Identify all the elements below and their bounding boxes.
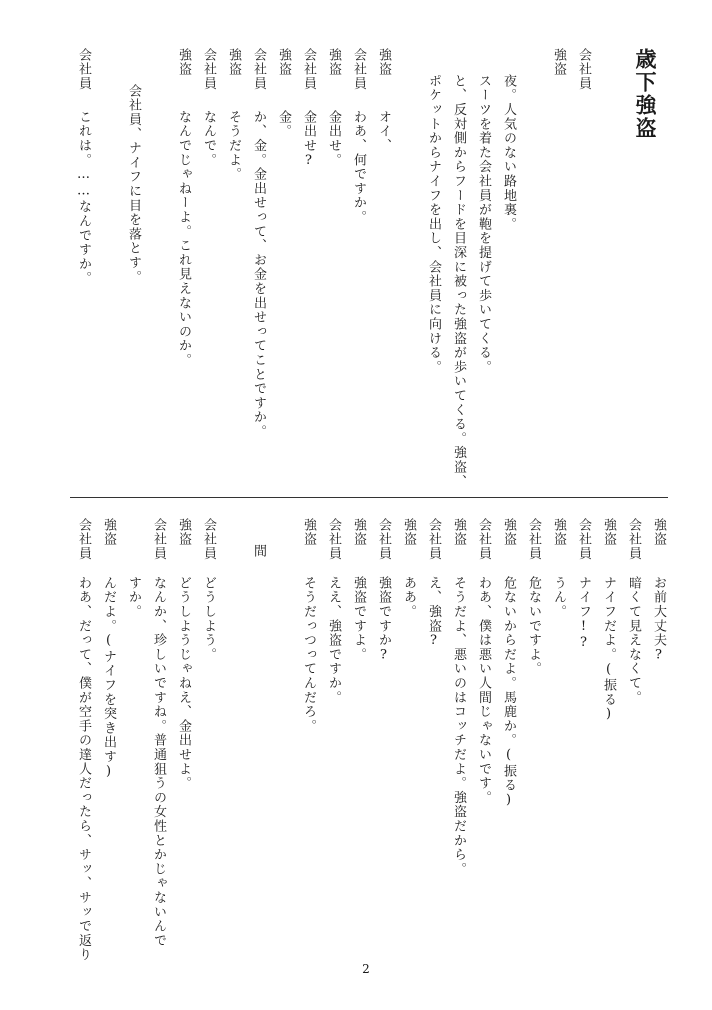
- speaker-name: 強盗: [376, 48, 391, 77]
- dialogue-line: んだよ。(ナイフを突き出す): [101, 576, 116, 781]
- speaker-name: 会社員: [201, 518, 216, 561]
- stage-direction: と、反対側からフードを目深に被った強盗が歩いてくる。強盗、: [451, 74, 466, 489]
- speaker-name: 会社員: [426, 518, 441, 561]
- dialogue-line: 金出せ?: [301, 110, 316, 170]
- speaker-name: 強盗: [176, 48, 191, 77]
- dialogue-line: うん。: [551, 576, 566, 619]
- dialogue-line: 暗くて見えなくて。: [626, 576, 641, 705]
- dialogue-line: 強盗ですよ。: [351, 576, 366, 662]
- dialogue-line: そうだよ、悪いのはコッチだよ。強盗だから。: [451, 576, 466, 877]
- dialogue-line: か、金。金出せって、お金を出せってことですか。: [251, 110, 266, 439]
- stage-direction-pause: 間: [251, 544, 266, 559]
- speaker-name: 強盗: [326, 48, 341, 77]
- dialogue-line: 強盗ですか?: [376, 576, 391, 664]
- speaker-name: 会社員: [526, 518, 541, 561]
- dialogue-line: どうしようじゃねえ、金出せよ。: [176, 576, 191, 791]
- speaker-name: 強盗: [451, 518, 466, 547]
- dialogue-line: 金。: [276, 110, 291, 139]
- dialogue-line: なんか、珍しいですね。普通狙うの女性とかじゃないんで: [151, 576, 166, 948]
- speaker-name: 会社員: [476, 518, 491, 561]
- speaker-name: 強盗: [551, 518, 566, 547]
- speaker-name: 強盗: [601, 518, 616, 547]
- dialogue-line: え、強盗?: [426, 576, 441, 650]
- section-divider: [70, 497, 668, 498]
- dialogue-line-continued: すか。: [126, 576, 141, 619]
- dialogue-line: そうだよ。: [226, 110, 241, 182]
- dialogue-line: 危ないからだよ。馬鹿か。(振る): [501, 576, 516, 809]
- speaker-name: 強盗: [276, 48, 291, 77]
- dialogue-line: これは。……なんですか。: [76, 110, 91, 286]
- speaker-name: 会社員: [351, 48, 366, 91]
- dialogue-line: ああ。: [401, 576, 416, 619]
- cast-entry: 会社員: [576, 48, 591, 91]
- speaker-name: 会社員: [626, 518, 641, 561]
- dialogue-line: 金出せ。: [326, 110, 341, 168]
- speaker-name: 強盗: [301, 518, 316, 547]
- dialogue-line: そうだっつってんだろ。: [301, 576, 316, 734]
- speaker-name: 強盗: [101, 518, 116, 547]
- dialogue-line: 危ないですよ。: [526, 576, 541, 677]
- stage-direction: スーツを着た会社員が鞄を提げて歩いてくる。: [476, 74, 491, 375]
- speaker-name: 会社員: [76, 48, 91, 91]
- dialogue-line: ナイフだよ。(振る): [601, 576, 616, 723]
- dialogue-line: なんでじゃねーよ。これ見えないのか。: [176, 110, 191, 368]
- dialogue-line: ナイフ!?: [576, 576, 591, 652]
- stage-direction: ポケットからナイフを出し、会社員に向ける。: [426, 74, 441, 375]
- speaker-name: 会社員: [576, 518, 591, 561]
- speaker-name: 会社員: [326, 518, 341, 561]
- page-number: 2: [362, 962, 370, 976]
- dialogue-line: わあ、僕は悪い人間じゃないです。: [476, 576, 491, 805]
- dialogue-line: わあ、何ですか。: [351, 110, 366, 225]
- play-title: 歳下強盗: [633, 48, 658, 140]
- dialogue-line: ええ、強盗ですか。: [326, 576, 341, 705]
- dialogue-line: どうしよう。: [201, 576, 216, 662]
- speaker-name: 強盗: [226, 48, 241, 77]
- stage-direction: 会社員、ナイフに目を落とす。: [126, 84, 141, 285]
- speaker-name: 強盗: [351, 518, 366, 547]
- speaker-name: 会社員: [201, 48, 216, 91]
- speaker-name: 会社員: [301, 48, 316, 91]
- dialogue-line: お前大丈夫?: [651, 576, 666, 664]
- speaker-name: 強盗: [176, 518, 191, 547]
- cast-entry: 強盗: [551, 48, 566, 77]
- dialogue-line: オイ、: [376, 110, 391, 153]
- speaker-name: 会社員: [251, 48, 266, 91]
- speaker-name: 強盗: [501, 518, 516, 547]
- speaker-name: 強盗: [401, 518, 416, 547]
- speaker-name: 会社員: [76, 518, 91, 561]
- dialogue-line: わあ、だって、僕が空手の達人だったら、サッ、サッで返り: [76, 576, 91, 963]
- speaker-name: 会社員: [151, 518, 166, 561]
- speaker-name: 会社員: [376, 518, 391, 561]
- stage-direction: 夜。人気のない路地裏。: [501, 74, 516, 232]
- speaker-name: 強盗: [651, 518, 666, 547]
- dialogue-line: なんで。: [201, 110, 216, 168]
